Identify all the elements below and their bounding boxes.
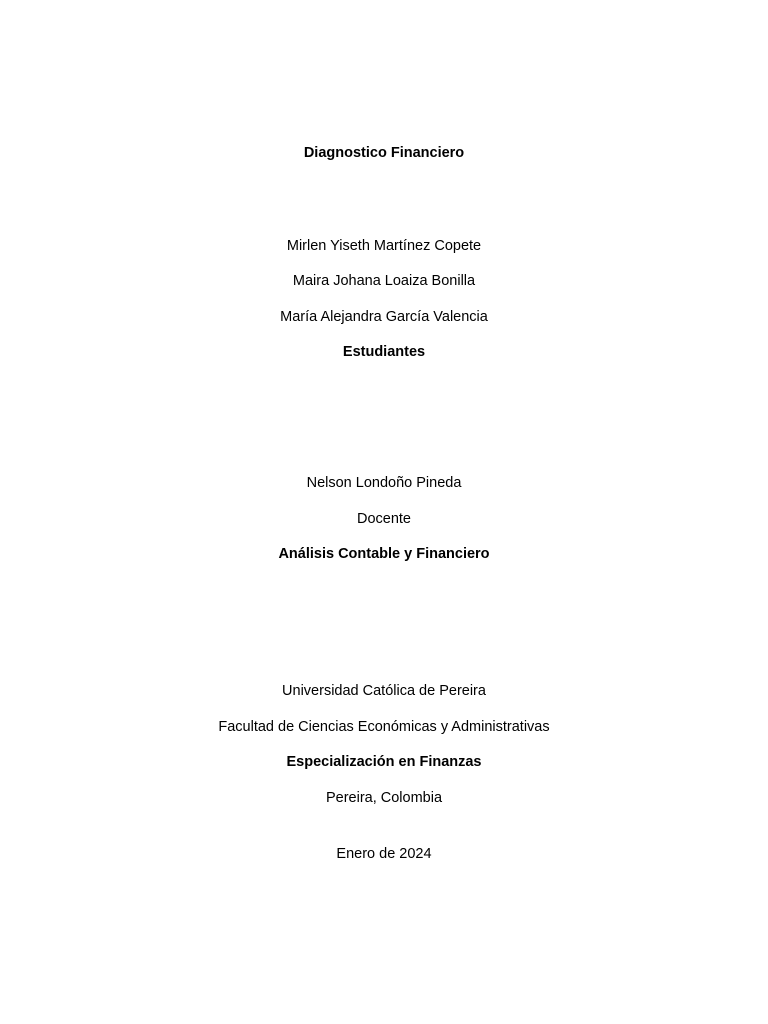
program-name: Especialización en Finanzas [286, 754, 482, 770]
faculty-name: Facultad de Ciencias Económicas y Administrativas [218, 719, 550, 735]
location-text: Pereira, Colombia [325, 790, 443, 806]
document-title: Diagnostico Financiero [303, 145, 465, 161]
course-name: Análisis Contable y Financiero [278, 546, 490, 562]
university-name: Universidad Católica de Pereira [282, 683, 486, 699]
student-name-2: Maira Johana Loaiza Bonilla [292, 273, 476, 289]
teacher-label: Docente [356, 511, 411, 527]
student-name-3: María Alejandra García Valencia [280, 309, 488, 325]
student-name-1: Mirlen Yiseth Martínez Copete [286, 238, 482, 254]
teacher-name: Nelson Londoño Pineda [306, 475, 462, 491]
date-text: Enero de 2024 [336, 846, 432, 862]
students-label: Estudiantes [342, 344, 426, 360]
